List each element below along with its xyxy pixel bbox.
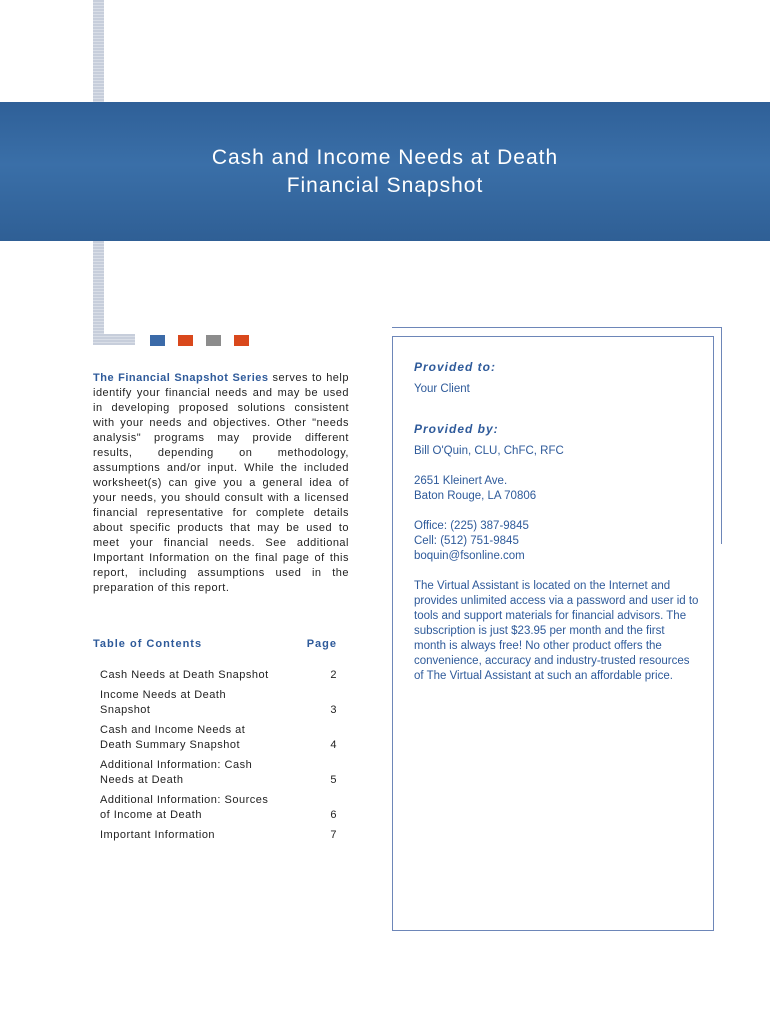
toc-item-title: Income Needs at Death Snapshot (100, 689, 227, 716)
toc-row (100, 793, 337, 823)
decorative-frame-top (392, 327, 722, 328)
report-subtitle: Financial Snapshot (286, 173, 484, 197)
toc-row (100, 828, 337, 843)
intro-lead: The Financial Snapshot Series (93, 372, 269, 384)
decorative-frame-right (721, 327, 722, 544)
address-line-2: Baton Rouge, LA 70806 (414, 490, 537, 502)
advisor-name: Bill O'Quin, CLU, ChFC, RFC (414, 445, 564, 457)
toc-item-page: 7 (330, 829, 337, 841)
toc-item-title: Important Information (100, 829, 216, 841)
provided-info-box (392, 336, 714, 931)
decorative-vertical-bar-top (93, 0, 104, 102)
accent-square-orange-2 (234, 335, 249, 346)
virtual-assistant-description: The Virtual Assistant is located on the Internet and provides unlimited access via a password and user id to tools and support materials for financial advisors. The subscription is just $23.95 per month and the first month is always free! No other product offers the convenience, accuracy and industry-trusted resources of The Virtual Assistant at such an affordable price. (414, 580, 699, 682)
address-line-1: 2651 Kleinert Ave. (414, 475, 508, 487)
email-address: boquin@fsonline.com (414, 550, 525, 562)
toc-row (100, 668, 337, 683)
toc-item-title: Cash and Income Needs at Death Summary Snapshot (100, 724, 246, 751)
toc-row (100, 688, 337, 718)
toc-item-page: 3 (330, 704, 337, 716)
client-name: Your Client (414, 383, 470, 395)
toc-item-page: 5 (330, 774, 337, 786)
toc-row (100, 758, 337, 788)
provided-to-heading: Provided to: (414, 360, 497, 374)
intro-body: serves to help identify your financial needs and may be used in developing proposed solutions consistent with your needs and objectives. Other "needs analysis" programs may provide different results, depending on methodology, assumptions and/or input. While the included worksheet(s) can give you a general idea of your needs, you should consult with a licensed financial representative for complete details about specific products that may be used to meet your financial needs. See additional Important Information on the final page of this report, including assumptions used in the preparation of this report. (93, 372, 349, 594)
toc-item-title: Cash Needs at Death Snapshot (100, 669, 269, 681)
toc-item-title: Additional Information: Sources of Income at Death (100, 794, 269, 821)
accent-square-orange (178, 335, 193, 346)
accent-square-blue (150, 335, 165, 346)
toc-page-heading: Page (306, 638, 337, 650)
toc-item-page: 2 (330, 669, 337, 681)
toc-item-page: 6 (330, 809, 337, 821)
toc-header (93, 638, 337, 650)
report-title: Cash and Income Needs at Death (211, 145, 559, 169)
toc-row (100, 723, 337, 753)
title-banner (0, 102, 770, 241)
toc-heading: Table of Contents (93, 638, 203, 650)
accent-squares (150, 335, 249, 346)
toc-item-page: 4 (330, 739, 337, 751)
toc-item-title: Additional Information: Cash Needs at Death (100, 759, 253, 786)
decorative-vertical-bar-bottom (93, 241, 104, 341)
decorative-horizontal-bar (93, 334, 135, 345)
office-phone: Office: (225) 387-9845 (414, 520, 529, 532)
intro-paragraph (93, 371, 349, 596)
cell-phone: Cell: (512) 751-9845 (414, 535, 519, 547)
provided-by-heading: Provided by: (414, 422, 499, 436)
table-of-contents (100, 668, 337, 848)
accent-square-gray (206, 335, 221, 346)
